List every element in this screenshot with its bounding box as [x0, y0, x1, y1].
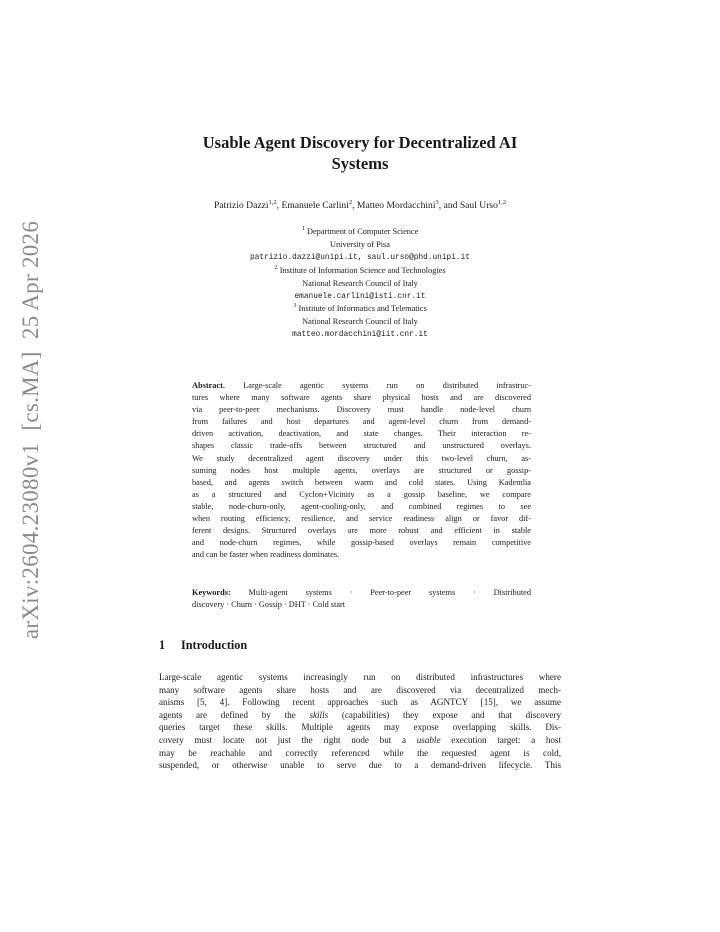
abstract-line	[192, 453, 531, 465]
paragraph-text: covery must locate not just the right node but a	[159, 734, 417, 745]
title-line-2: Systems	[331, 154, 389, 173]
abstract-text: based, and agents switch between warm and cold states. Using Kademlia	[192, 477, 531, 487]
author-name: Saul Urso	[459, 200, 498, 211]
keywords	[192, 587, 531, 611]
abstract-line	[192, 440, 531, 452]
abstract-text: and node-churn regimes, while gossip-based overlays remain competitive	[192, 538, 531, 548]
author-affiliation-marker: 2	[348, 198, 353, 206]
paragraph-line	[159, 696, 561, 709]
affiliation-email: emanuele.carlini@isti.cnr.it	[294, 292, 426, 301]
author-affiliation-marker: 3	[435, 198, 439, 206]
arxiv-identifier-stamp: arXiv:2604.23080v1 [cs.MA] 25 Apr 2026	[18, 220, 43, 640]
affiliation-organization: University of Pisa	[330, 239, 390, 249]
paper-title	[159, 132, 561, 174]
emphasis: usable	[416, 734, 441, 745]
abstract-line	[192, 477, 531, 489]
affiliation-department	[159, 303, 561, 316]
abstract-text: driven activation, deactivation, and state changes. Their interaction re-	[192, 429, 531, 439]
author-separator: , and	[438, 200, 460, 211]
author-name: Matteo Mordacchini	[356, 200, 436, 211]
emphasis: skills	[309, 709, 329, 720]
abstract-line	[192, 489, 531, 501]
abstract-line	[192, 549, 531, 561]
introduction-body	[159, 671, 561, 772]
affiliation-organization: National Research Council of Italy	[302, 317, 418, 327]
affiliation-list	[159, 226, 561, 342]
author-list	[159, 200, 561, 211]
abstract-text: ferent designs. Structured overlays are more robust and efficient in stable	[192, 526, 531, 536]
affiliation-marker: 2	[274, 263, 278, 271]
paragraph-text: suspended, or otherwise unable to serve due to a demand-driven lifecycle. This	[159, 760, 561, 771]
abstract-text: Large-scale agentic systems run on distributed infrastruc-	[224, 381, 531, 390]
paragraph-line	[159, 734, 561, 747]
author-affiliation-marker: 1,2	[497, 198, 507, 206]
keywords-text: discovery · Churn · Gossip · DHT · Cold start	[192, 600, 346, 610]
affiliation-marker: 1	[301, 225, 305, 233]
section-number: 1	[159, 638, 166, 652]
author-name: Patrizio Dazzi	[213, 200, 269, 211]
abstract-label: Abstract.	[192, 381, 225, 390]
paragraph-text: many software agents share hosts and are discovered via decentralized mech-	[159, 684, 561, 695]
keywords-label: Keywords:	[192, 588, 231, 597]
paragraph-text: queries target these skills. Multiple agents may expose overlapping skills. Dis-	[159, 722, 561, 733]
abstract-line	[192, 404, 531, 416]
section-title: Introduction	[181, 638, 248, 652]
author-name: Emanuele Carlini	[281, 200, 349, 211]
paragraph-text: (capabilities) they expose and that discovery	[328, 709, 561, 720]
author-separator: ,	[352, 200, 357, 211]
affiliation-department	[159, 226, 561, 239]
affiliation-department-name: Institute of Information Science and Technologies	[277, 265, 446, 275]
paragraph-text: execution target: a host	[440, 734, 562, 745]
section-heading	[159, 638, 561, 653]
abstract-line	[192, 513, 531, 525]
abstract-line	[192, 428, 531, 440]
paragraph-line	[159, 747, 561, 760]
paragraph-text: anisms [5, 4]. Following recent approaches such as AGNTCY [15], we assume	[159, 697, 561, 708]
abstract-line	[192, 380, 531, 392]
paragraph-text: Large-scale agentic systems increasingly run on distributed infrastructures where	[159, 672, 561, 682]
abstract-text: stable, node-churn-only, agent-cooling-only, and combined regimes to see	[192, 501, 531, 511]
title-line-1: Usable Agent Discovery for Decentralized AI	[202, 133, 518, 152]
abstract	[192, 380, 531, 561]
paragraph-line	[159, 709, 561, 722]
paragraph-line	[159, 671, 561, 684]
keywords-line	[192, 587, 531, 599]
affiliation-marker: 3	[293, 302, 297, 310]
abstract-text: as a structured and Cyclon+Vicinity as a gossip baseline, we compare	[192, 489, 531, 499]
affiliation-email: patrizio.dazzi@unipi.it, saul.urso@phd.unipi.it	[250, 253, 470, 262]
affiliation-department	[159, 265, 561, 278]
abstract-line	[192, 537, 531, 549]
paragraph-text: agents are defined by the	[159, 709, 310, 720]
abstract-line	[192, 525, 531, 537]
author-separator: ,	[276, 200, 282, 211]
abstract-text: via peer-to-peer mechanisms. Discovery must handle node-level churn	[192, 405, 531, 415]
author-affiliation-marker: 1,2	[268, 198, 277, 206]
paragraph-line	[159, 684, 561, 697]
abstract-text: from failures and host departures and agent-level churn from demand-	[192, 417, 531, 427]
paragraph-line	[159, 759, 561, 772]
affiliation-organization: National Research Council of Italy	[302, 278, 418, 288]
affiliation-email: matteo.mordacchini@iit.cnr.it	[292, 331, 428, 340]
abstract-text: suming nodes host multiple agents, overlays are structured or gossip-	[192, 465, 531, 475]
paragraph-text: may be reachable and correctly referenced while the requested agent is cold,	[159, 747, 561, 758]
affiliation-department-name: Institute of Informatics and Telematics	[296, 304, 427, 314]
abstract-text: We study decentralized agent discovery under this two-level churn, as-	[192, 453, 531, 463]
abstract-text: tures where many software agents share physical hosts and are discovered	[192, 393, 531, 403]
abstract-text: and can be faster when readiness dominates.	[192, 550, 340, 560]
abstract-line	[192, 465, 531, 477]
abstract-line	[192, 416, 531, 428]
abstract-line	[192, 392, 531, 404]
keywords-line	[192, 599, 531, 611]
paragraph-line	[159, 721, 561, 734]
abstract-text: shapes classic trade-offs between structured and unstructured overlays.	[192, 441, 531, 451]
abstract-line	[192, 501, 531, 513]
affiliation-department-name: Department of Computer Science	[304, 227, 419, 236]
abstract-text: when routing efficiency, resilience, and service readiness align or favor dif-	[192, 514, 531, 524]
keywords-text: Multi-agent systems · Peer-to-peer systems · Distributed	[230, 588, 531, 597]
